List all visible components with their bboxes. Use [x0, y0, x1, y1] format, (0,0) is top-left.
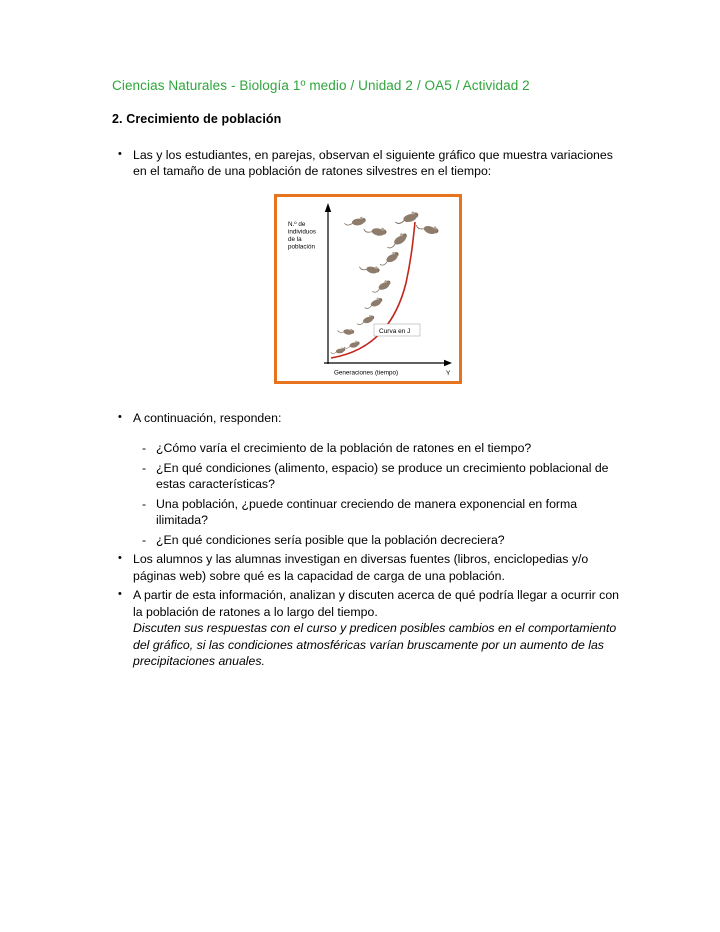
curve-label: Curva en J [379, 327, 411, 335]
bullet-respond [112, 410, 624, 426]
x-axis-arrow-icon [444, 360, 452, 366]
question-item [142, 460, 624, 493]
bullet-marker: • [118, 552, 122, 565]
question-item [142, 496, 624, 529]
mouse-icon [356, 314, 375, 326]
intro-text: Las y los estudiantes, en parejas, observan el siguiente gráfico que muestra variaciones en el tamaño de una población de ratones silvestres en el tiempo: [133, 148, 613, 179]
mouse-icon [363, 296, 384, 310]
mouse-icon [330, 347, 345, 355]
x-axis-suffix: Y [446, 369, 451, 377]
bullet-marker: • [118, 148, 122, 160]
question-text: ¿En qué condiciones sería posible que la población decreciera? [156, 532, 505, 547]
bullet-marker: • [118, 588, 122, 601]
mouse-icon [337, 326, 354, 335]
mouse-icon [385, 231, 409, 250]
population-graph [278, 198, 458, 380]
bullet-intro [112, 147, 624, 180]
analyze-text: A partir de esta información, analizan y discuten acerca de qué podría llegar a ocurrir con la población de ratones a lo largo del tiempo. [133, 588, 619, 619]
respond-text: A continuación, responden: [133, 410, 282, 425]
mouse-icon [343, 340, 360, 349]
dash-marker: - [142, 460, 147, 475]
question-item [142, 532, 624, 548]
y-axis-label: N.º de individuos de la población [288, 220, 317, 251]
mouse-icon [370, 279, 392, 295]
research-text: Los alumnos y las alumnas investigan en diversas fuentes (libros, enciclopedias y/o páginas web) sobre qué es la capacidad de carga de una población. [133, 552, 589, 583]
curve-label-box [374, 324, 420, 336]
dash-marker: - [142, 496, 147, 511]
question-text: ¿Cómo varía el crecimiento de la población de ratones en el tiempo? [156, 441, 532, 456]
mouse-icon [359, 262, 381, 275]
section-title: 2. Crecimiento de población [112, 112, 282, 126]
bullet-analyze [112, 587, 624, 620]
question-text: ¿En qué condiciones (alimento, espacio) se produce un crecimiento poblacional de estas características? [156, 460, 609, 492]
dash-marker: - [142, 441, 147, 456]
question-item [142, 440, 624, 456]
bullet-research [112, 551, 624, 584]
questions-list [142, 440, 624, 548]
dash-marker: - [142, 532, 147, 547]
mouse-icon [415, 220, 439, 236]
population-graph-frame [274, 194, 462, 384]
question-text: Una población, ¿puede continuar creciendo de manera exponencial en forma ilimitada? [156, 496, 578, 528]
mouse-icon [344, 216, 366, 226]
x-axis-label: Generaciones (tiempo) [334, 369, 399, 377]
breadcrumb-title: Ciencias Naturales - Biología 1º medio / Unidad 2 / OA5 / Actividad 2 [112, 78, 530, 93]
analyze-italic-text: Discuten sus respuestas con el curso y predicen posibles cambios en el comportamiento del gráfico, si las condiciones atmosféricas varían bruscamente por un aumento de las precipitaciones anuales. [133, 621, 617, 669]
y-axis-arrow-icon [325, 203, 331, 212]
figure-container [112, 194, 624, 384]
mouse-icon [378, 250, 401, 267]
bullet-marker: • [118, 410, 122, 423]
mouse-icon [363, 224, 387, 237]
